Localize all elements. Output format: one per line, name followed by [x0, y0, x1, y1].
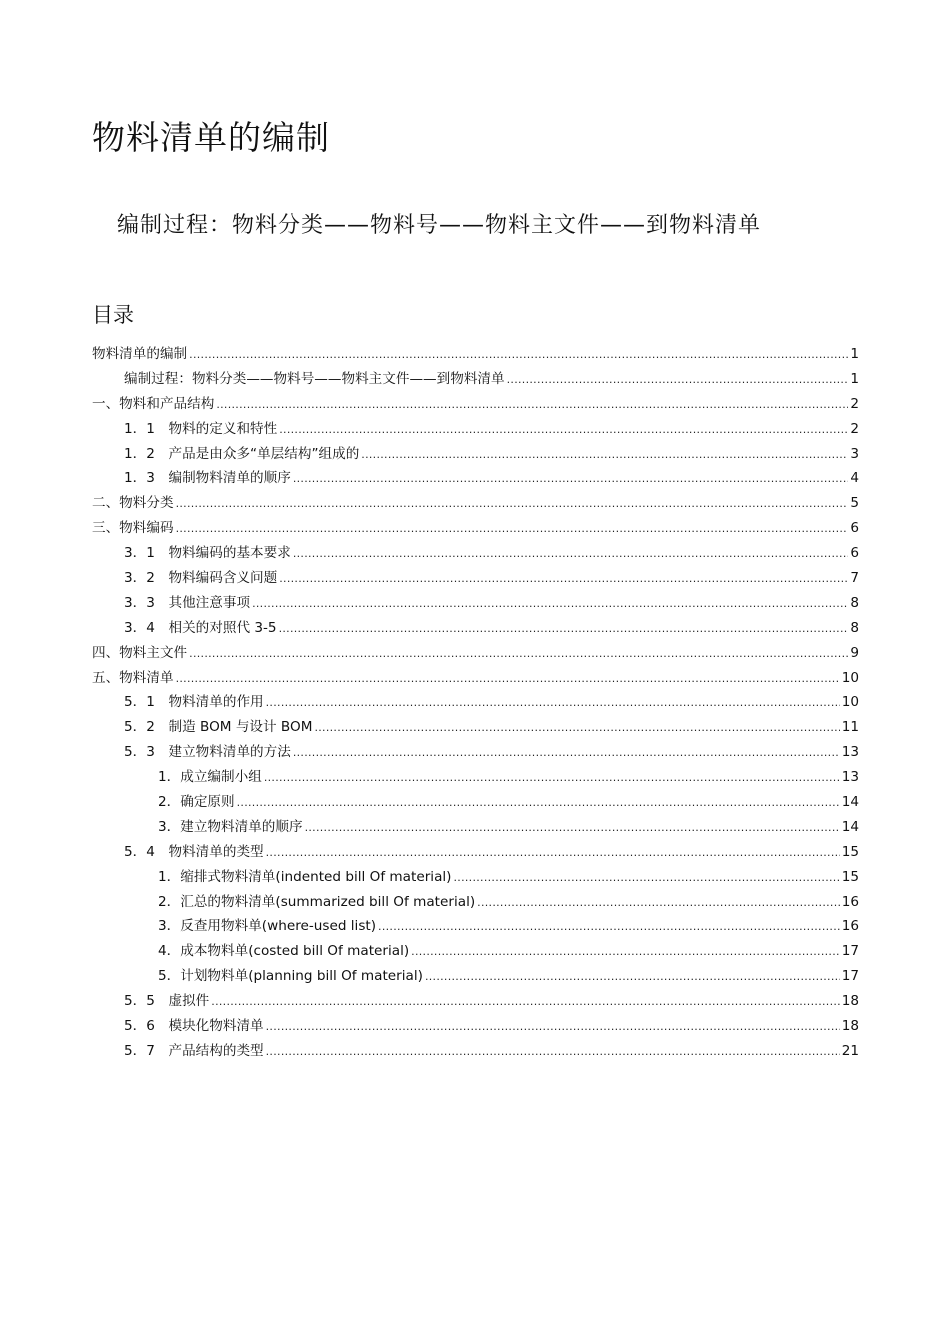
toc-entry[interactable] — [92, 466, 859, 491]
toc-entry-text: 1．成立编制小组 — [158, 769, 262, 786]
toc-entry-text: 1．3 编制物料清单的顺序 — [124, 470, 291, 487]
toc-leader — [266, 1040, 840, 1065]
toc-entry-page: 18 — [841, 993, 859, 1010]
toc-entry-text: 3．反查用物料单(where-used list) — [158, 918, 377, 935]
toc-entry-text: 5．1 物料清单的作用 — [124, 694, 264, 711]
toc-entry[interactable] — [92, 740, 859, 765]
toc-entry-page: 17 — [841, 943, 859, 960]
toc-leader — [411, 940, 840, 965]
toc-entry-page: 17 — [841, 968, 859, 985]
toc-entry-page: 13 — [841, 744, 859, 761]
toc-entry[interactable] — [92, 865, 859, 890]
toc-entry-text: 5．5 虚拟件 — [124, 993, 210, 1010]
toc-entry[interactable] — [92, 342, 859, 367]
toc-entry-page: 13 — [841, 769, 859, 786]
toc-entry[interactable] — [92, 840, 859, 865]
document-subtitle: 编制过程：物料分类——物料号——物料主文件——到物料清单 — [117, 213, 762, 238]
toc-entry-page: 11 — [841, 719, 859, 736]
toc-leader — [189, 343, 848, 368]
toc-entry-page: 10 — [841, 669, 859, 686]
toc-entry[interactable] — [92, 715, 859, 740]
toc-leader — [176, 667, 840, 692]
toc-entry[interactable] — [92, 417, 859, 442]
toc-leader — [264, 766, 840, 791]
document-title: 物料清单的编制 — [92, 118, 330, 157]
toc-entry-page: 8 — [850, 619, 859, 636]
toc-entry-page: 10 — [841, 694, 859, 711]
toc-entry-text: 5．6 模块化物料清单 — [124, 1018, 264, 1035]
toc-entry-text: 4．成本物料单(costed bill Of material) — [158, 943, 410, 960]
toc-entry[interactable] — [92, 989, 859, 1014]
toc-entry-text: 二、物料分类 — [92, 495, 174, 512]
toc-entry-text: 一、物料和产品结构 — [92, 395, 215, 412]
toc-leader — [279, 617, 849, 642]
toc-entry-text: 1．缩排式物料清单(indented bill Of material) — [158, 868, 452, 885]
toc-entry-page: 16 — [841, 893, 859, 910]
toc-heading: 目录 — [92, 303, 134, 327]
toc-entry-text: 2．汇总的物料清单(summarized bill Of material) — [158, 893, 476, 910]
toc-entry-text: 编制过程：物料分类——物料号——物料主文件——到物料清单 — [124, 370, 505, 387]
toc-entry[interactable] — [92, 815, 859, 840]
toc-entry-page: 7 — [850, 570, 859, 587]
toc-entry-text: 5．2 制造 BOM 与设计 BOM — [124, 719, 313, 736]
toc-leader — [453, 866, 839, 891]
toc-leader — [266, 841, 840, 866]
toc-entry-page: 5 — [850, 495, 859, 512]
toc-leader — [305, 816, 840, 841]
toc-entry-page: 1 — [850, 346, 859, 362]
toc-entry[interactable] — [92, 765, 859, 790]
toc-entry[interactable] — [92, 541, 859, 566]
toc-entry-text: 3．4 相关的对照代 3-5 — [124, 619, 277, 636]
toc-entry-text: 三、物料编码 — [92, 520, 174, 537]
toc-leader — [266, 1015, 840, 1040]
toc-entry-page: 6 — [850, 520, 859, 537]
toc-leader — [293, 467, 849, 492]
toc-entry-page: 2 — [850, 395, 859, 412]
toc-entry-text: 3．建立物料清单的顺序 — [158, 818, 303, 835]
toc-leader — [425, 965, 840, 990]
toc-entry-page: 14 — [841, 818, 859, 835]
toc-leader — [477, 891, 840, 916]
toc-leader — [252, 592, 848, 617]
toc-entry-text: 物料清单的编制 — [92, 346, 188, 362]
toc-leader — [176, 517, 849, 542]
toc-entry-text: 3．2 物料编码含义问题 — [124, 570, 278, 587]
toc-entry[interactable] — [92, 666, 859, 691]
toc-leader — [189, 642, 848, 667]
toc-entry[interactable] — [92, 367, 859, 392]
toc-entry-page: 3 — [850, 445, 859, 462]
toc-entry[interactable] — [92, 516, 859, 541]
toc-leader — [266, 691, 840, 716]
toc-entry-page: 18 — [841, 1018, 859, 1035]
toc-entry-page: 8 — [850, 594, 859, 611]
toc-leader — [176, 492, 849, 517]
toc-entry[interactable] — [92, 616, 859, 641]
toc-entry[interactable] — [92, 1014, 859, 1039]
toc-entry-text: 5．7 产品结构的类型 — [124, 1042, 264, 1059]
toc-entry-text: 3．3 其他注意事项 — [124, 594, 251, 611]
toc-leader — [279, 567, 848, 592]
toc-leader — [237, 791, 840, 816]
toc-entry[interactable] — [92, 641, 859, 666]
toc-entry[interactable] — [92, 442, 859, 467]
toc-entry-text: 1．1 物料的定义和特性 — [124, 420, 278, 437]
toc-leader — [216, 393, 848, 418]
toc-leader — [279, 418, 848, 443]
toc-entry-page: 15 — [841, 868, 859, 885]
toc-entry-text: 5．计划物料单(planning bill Of material) — [158, 968, 423, 985]
toc-leader — [378, 915, 840, 940]
toc-entry[interactable] — [92, 566, 859, 591]
toc-entry[interactable] — [92, 790, 859, 815]
toc-entry-page: 2 — [850, 420, 859, 437]
toc-entry[interactable] — [92, 914, 859, 939]
toc-leader — [361, 443, 848, 468]
toc-entry-page: 4 — [850, 470, 859, 487]
table-of-contents — [92, 342, 859, 1064]
toc-entry-text: 四、物料主文件 — [92, 644, 188, 661]
toc-entry-page: 16 — [841, 918, 859, 935]
toc-leader — [507, 368, 849, 393]
toc-entry-page: 9 — [850, 644, 859, 661]
toc-entry-text: 五、物料清单 — [92, 669, 174, 686]
toc-entry-text: 3．1 物料编码的基本要求 — [124, 545, 291, 562]
toc-entry[interactable] — [92, 939, 859, 964]
toc-entry-page: 1 — [850, 370, 859, 387]
toc-entry-page: 14 — [841, 794, 859, 811]
toc-leader — [314, 716, 839, 741]
toc-entry-page: 15 — [841, 843, 859, 860]
toc-entry[interactable] — [92, 690, 859, 715]
toc-entry[interactable] — [92, 392, 859, 417]
toc-entry-page: 21 — [841, 1042, 859, 1059]
toc-entry[interactable] — [92, 491, 859, 516]
toc-entry-text: 5．3 建立物料清单的方法 — [124, 744, 291, 761]
toc-entry[interactable] — [92, 890, 859, 915]
toc-leader — [293, 542, 849, 567]
toc-entry-text: 2．确定原则 — [158, 794, 235, 811]
toc-entry-page: 6 — [850, 545, 859, 562]
toc-entry-text: 5．4 物料清单的类型 — [124, 843, 264, 860]
toc-entry-text: 1．2 产品是由众多“单层结构”组成的 — [124, 445, 360, 462]
toc-leader — [211, 990, 839, 1015]
toc-entry[interactable] — [92, 964, 859, 989]
toc-entry[interactable] — [92, 591, 859, 616]
toc-leader — [293, 741, 840, 766]
toc-entry[interactable] — [92, 1039, 859, 1064]
